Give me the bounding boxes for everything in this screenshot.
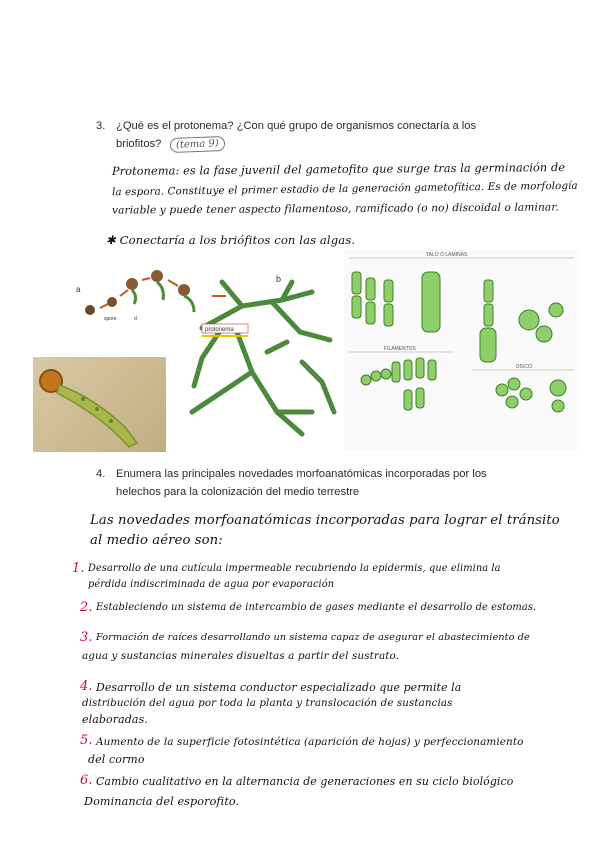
item-text-line1: Estableciendo un sistema de intercambio de gases mediante el desarrollo de estomas. xyxy=(96,602,537,613)
spore-photo xyxy=(33,357,166,452)
item-text-line1: Aumento de la superficie fotosintética (aparición de hojas) y perfeccionamiento xyxy=(96,736,524,748)
filament-network xyxy=(192,282,334,434)
label-b: b xyxy=(276,274,282,284)
item-text-line3: elaboradas. xyxy=(82,713,148,726)
panel-filamentos: FILAMENTOS xyxy=(384,346,416,352)
question-number: 3. xyxy=(96,120,106,132)
panel-disco: DISCO xyxy=(516,364,532,370)
label-protonema: protonema xyxy=(205,327,234,333)
question-text-line1: ¿Qué es el protonema? ¿Con qué grupo de organismos conectaría a los xyxy=(116,120,477,132)
item-text-line1: Formación de raíces desarrollando un sistema capaz de asegurar el abastecimiento de xyxy=(96,632,530,643)
answer4-intro-line2: al medio aéreo son: xyxy=(90,533,223,548)
answer3-line4: ✱ Conectaría a los briófitos con las algas. xyxy=(106,233,356,247)
panel-title-top: TALO O LÁMINAS xyxy=(426,252,468,258)
spore-photo-drawing xyxy=(33,357,166,452)
item-text-line1: Cambio cualitativo en la alternancia de generaciones en su ciclo biológico xyxy=(96,775,514,788)
protonema-types-drawing xyxy=(344,250,580,450)
label-a: a xyxy=(76,285,81,294)
item-text-line2: Dominancia del esporofito. xyxy=(84,795,240,808)
label-d: d xyxy=(134,316,137,322)
question-text-line1: Enumera las principales novedades morfoanatómicas incorporadas por los xyxy=(116,468,487,480)
answer3-line2: la espora. Constituye el primer estadio de la generación gametofítica. Es de morfología xyxy=(111,179,578,199)
item-text-line1: Desarrollo de una cutícula impermeable recubriendo la epidermis, que elimina la xyxy=(88,563,501,574)
item-number: 6. xyxy=(80,773,93,788)
answer4-intro-line1: Las novedades morfoanatómicas incorporadas para lograr el tránsito xyxy=(90,513,560,528)
answer3-line1: Protonema: es la fase juvenil del gametofito que surge tras la germinación de xyxy=(111,161,566,178)
item-number: 2. xyxy=(80,600,93,615)
answer3-line3: variable y puede tener aspecto filamentoso, ramificado (o no) discoidal o laminar. xyxy=(111,201,559,217)
question-text-line2: briofitos? xyxy=(116,138,162,150)
item-text-line2: agua y sustancias minerales disueltas a partir del sustrato. xyxy=(82,650,400,662)
item-text-line1: Desarrollo de un sistema conductor especializado que permite la xyxy=(96,681,462,694)
item-number: 5. xyxy=(80,733,93,748)
spore-sequence xyxy=(85,270,226,315)
topic-tag: (tema 9) xyxy=(170,136,225,153)
item-text-line2: pérdida indiscriminada de agua por evaporación xyxy=(88,579,335,590)
item-number: 1. xyxy=(72,561,85,576)
item-number: 3. xyxy=(80,630,93,645)
item-text-line2: distribución del agua por toda la planta y translocación de sustancias xyxy=(82,697,453,709)
question-number: 4. xyxy=(96,468,106,480)
label-spore: spore xyxy=(104,316,117,322)
item-text-line2: del cormo xyxy=(88,753,145,766)
item-number: 4. xyxy=(80,679,93,694)
question-text-line2: helechos para la colonización del medio terrestre xyxy=(116,486,360,498)
protonema-types-figure xyxy=(344,250,580,450)
